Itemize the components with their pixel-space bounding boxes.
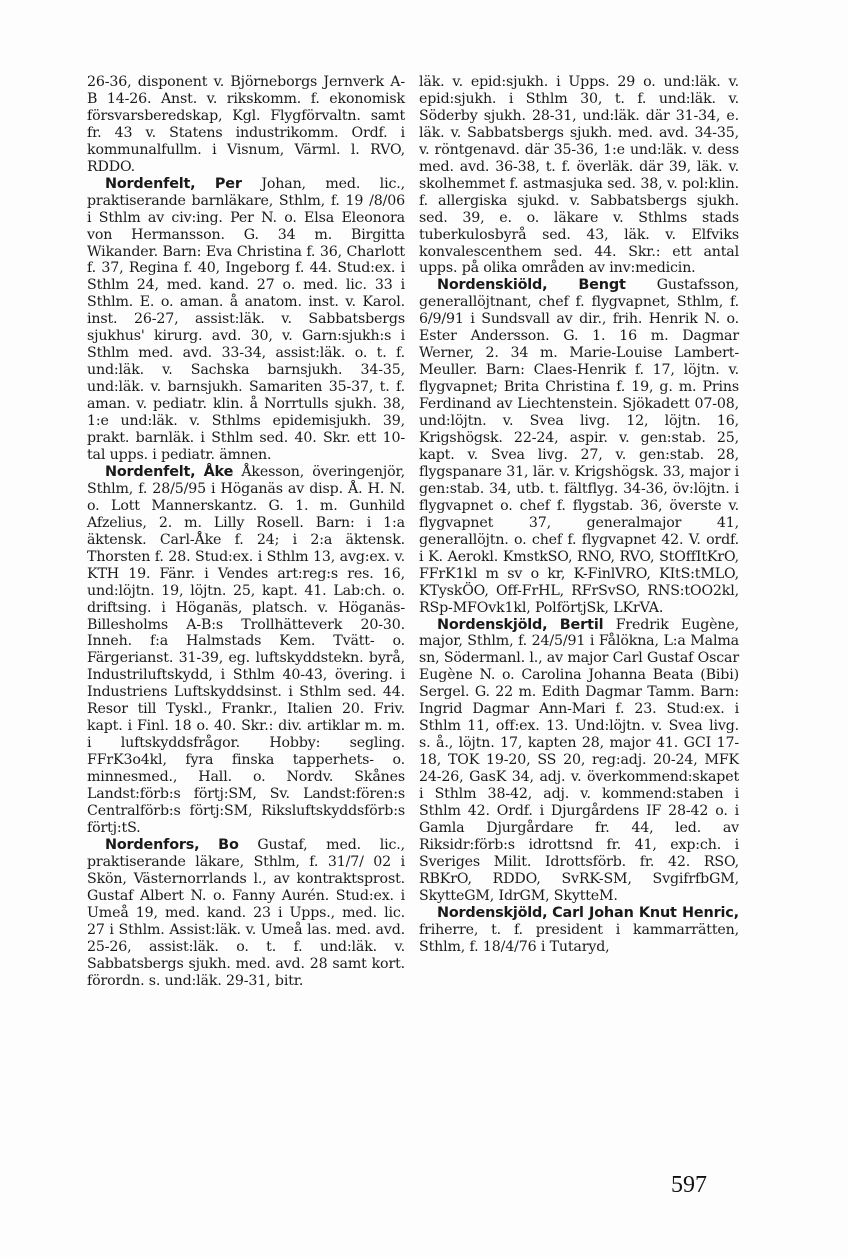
entry-surname: Nordenfelt, bbox=[105, 175, 196, 192]
entry-surname: Nordenfors, bbox=[105, 836, 200, 853]
entry-given-name: Per bbox=[214, 175, 242, 192]
entry-continued bbox=[87, 74, 405, 176]
entry-given-name: Bo bbox=[218, 836, 239, 853]
entry-text: Johan, med. lic., praktiserande barnläkare, Sthlm, f. 19 /8/06 i Sthlm av civ:ing. Per N. o. Elsa Eleonora von Hermansson. G. 34 m. Birgitta Wikander. Barn: Eva Christina f. 36, Charlott f. 37, Regina f. 40, Ingeborg f. 44. Stud:ex. i Sthlm 24, med. kand. 27 o. med. lic. 33 i Sthlm. E. o. aman. å anatom. inst. v. Karol. inst. 26-27, assist:läk. v. Sabbatsbergs sjukhus' kirurg. avd. 30, v. Garn:sjukh:s i Sthlm med. avd. 33-34, assist:läk. o. t. f. und:läk. v. Sachska barnsjukh. 34-35, und:läk. v. barnsjukh. Samariten 35-37, t. f. aman. v. pediatr. klin. å Norrtulls sjukh. 38, 1:e und:läk. v. Sthlms epidemisjukh. 39, prakt. barnläk. i Sthlm sed. 40. Skr. ett 10-tal upps. i pediatr. ämnen. bbox=[87, 175, 405, 463]
entry-given-name: Bertil bbox=[559, 616, 604, 633]
entry-surname: Nordenfelt, bbox=[105, 463, 196, 480]
entry-nordenskjold-bertil bbox=[419, 617, 739, 905]
entry-nordenfelt-ake bbox=[87, 464, 405, 837]
page-number: 597 bbox=[671, 1172, 707, 1198]
entry-nordenfelt-per bbox=[87, 176, 405, 464]
entry-continued bbox=[419, 74, 739, 277]
right-column bbox=[419, 74, 739, 956]
entry-text: Åkesson, överingenjör, Sthlm, f. 28/5/95 i Höganäs av disp. Å. H. N. o. Lott Mannerskantz. G. 1. m. Gunhild Afzelius, 2. m. Lilly Rosell. Barn: i 1:a äktensk. Carl-Åke f. 24; i 2:a äktensk. Thorsten f. 28. Stud:ex. i Sthlm 13, avg:ex. v. KTH 19. Fänr. i Vendes art:reg:s res. 16, und:löjtn. 19, löjtn. 25, kapt. 41. Lab:ch. o. driftsing. i Höganäs, platsch. v. Höganäs-Billesholms A-B:s Trollhätteverk 20-30. Inneh. f:a Halmstads Kem. Tvätt- o. Färgerianst. 31-39, eg. luftskyddstekn. byrå, Industriluftskydd, i Sthlm 40-43, övering. i Industriens Luftskyddsinst. i Sthlm sed. 44. Resor till Tyskl., Frankr., Italien 20. Friv. kapt. i Finl. 18 o. 40. Skr.: div. artiklar m. m. i luftskyddsfrågor. Hobby: segling. FFrK3o4kl, fyra finska tapperhets- o. minnesmed., Hall. o. Nordv. Skånes Landst:förb:s förtj:SM, Sv. Landst:fören:s Centralförb:s förtj:SM, Riksluftskyddsförb:s förtj:tS. bbox=[87, 463, 405, 836]
entry-given-name: Carl Johan Knut Henric, bbox=[552, 904, 739, 921]
entry-text: Fredrik Eugène, major, Sthlm, f. 24/5/91 i Fålökna, L:a Malma sn, Södermanl. l., av major Carl Gustaf Oscar Eugène N. o. Carolina Johanna Beata (Bibi) Sergel. G. 22 m. Edith Dagmar Tamm. Barn: Ingrid Dagmar Ann-Mari f. 23. Stud:ex. i Sthlm 11, off:ex. 13. Und:löjtn. v. Svea livg. s. å., löjtn. 17, kapten 28, major 41. GCI 17-18, TOK 19-20, SS 20, reg:adj. 20-24, MFK 24-26, GasK 34, adj. v. överkommend:skapet i Sthlm 38-42, adj. v. kommend:staben i Sthlm 42. Ordf. i Djurgårdens IF 28-42 o. i Gamla Djurgårdare fr. 44, led. av Riksidr:förb:s idrottsnd fr. 41, exp:ch. i Sveriges Milit. Idrottsförb. fr. 42. RSO, RBKrO, RDDO, SvRK-SM, SvgifrfbGM, SkytteGM, IdrGM, SkytteM. bbox=[419, 616, 739, 904]
entry-text: Gustafsson, generallöjtnant, chef f. flygvapnet, Sthlm, f. 6/9/91 i Sundsvall av dir., frih. Henrik N. o. Ester Andersson. G. 1. 16 m. Dagmar Werner, 2. 34 m. Marie-Louise Lambert-Meuller. Barn: Claes-Henrik f. 17, löjtn. v. flygvapnet; Brita Christina f. 19, g. m. Prins Ferdinand av Liechtenstein. Sjökadett 07-08, und:löjtn. v. Svea livg. 12, löjtn. 16, Krigshögsk. 22-24, aspir. v. gen:stab. 25, kapt. v. Svea livg. 27, v. gen:stab. 28, flygspanare 31, lär. v. Krigshögsk. 33, major i gen:stab. 34, utb. t. fältflyg. 34-36, öv:löjtn. i flygvapnet o. chef f. flygstab. 36, överste v. flygvapnet 37, generalmajor 41, generallöjtn. o. chef f. flygvapnet 42. V. ordf. i K. Aerokl. KmstkSO, RNO, RVO, StOffItKrO, FFrK1kl m sv o kr, K-FinlVRO, KItS:tMLO, KTyskÖO, Off-FrHL, RFrSvSO, RNS:tOO2kl, RSp-MFOvk1kl, PolförtjSk, LKrVA. bbox=[419, 277, 739, 616]
entry-given-name: Åke bbox=[203, 463, 234, 480]
entry-nordenskjold-henric bbox=[419, 905, 739, 956]
entry-surname: Nordenskjöld, bbox=[437, 904, 548, 921]
entry-surname: Nordenskiöld, bbox=[437, 277, 548, 294]
entry-text: Gustaf, med. lic., praktiserande läkare, Sthlm, f. 31/7/ 02 i Skön, Västernorrlands l., av kontraktsprost. Gustaf Albert N. o. Fanny Aurén. Stud:ex. i Umeå 19, med. kand. 23 i Upps., med. lic. 27 i Sthlm. Assist:läk. v. Umeå las. med. avd. 25-26, assist:läk. o. t. f. und:läk. v. Sabbatsbergs sjukh. med. avd. 28 samt kort. förordn. s. und:läk. 29-31, bitr. bbox=[87, 836, 405, 989]
entry-surname: Nordenskjöld, bbox=[437, 616, 548, 633]
entry-nordenfors-bo bbox=[87, 837, 405, 990]
entry-given-name: Bengt bbox=[578, 277, 626, 294]
left-column bbox=[87, 74, 405, 989]
entry-text: läk. v. epid:sjukh. i Upps. 29 o. und:läk. v. epid:sjukh. i Sthlm 30, t. f. und:läk. v. Söderby sjukh. 28-31, und:läk. där 31-34, e. läk. v. Sabbatsbergs sjukh. med. avd. 34-35, v. röntgenavd. där 35-36, 1:e und:läk. v. dess med. avd. 36-38, t. f. överläk. där 39, läk. v. skolhemmet f. astmasjuka sed. 38, v. pol:klin. f. allergiska sjukd. v. Sabbatsbergs sjukh. sed. 39, e. o. läkare v. Sthlms stads tuberkulosbyrå sed. 43, läk. v. Elfviks konvalescenthem sed. 44. Skr.: ett antal upps. på olika områden av inv:medicin. bbox=[419, 74, 739, 277]
entry-text: 26-36, disponent v. Björneborgs Jernverk A-B 14-26. Anst. v. rikskomm. f. ekonomisk försvarsberedskap, Kgl. Flygförvaltn. samt fr. 43 v. Statens industrikomm. Ordf. i kommunalfullm. i Visnum, Värml. l. RVO, RDDO. bbox=[87, 74, 405, 175]
entry-nordenskiold-bengt bbox=[419, 277, 739, 616]
entry-text: friherre, t. f. president i kammarrätten, Sthlm, f. 18/4/76 i Tutaryd, bbox=[419, 921, 739, 955]
